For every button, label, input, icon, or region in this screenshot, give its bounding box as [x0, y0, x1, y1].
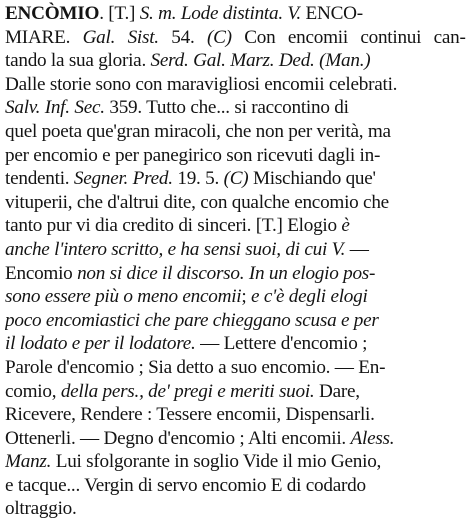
entry-line [5, 238, 466, 262]
entry-line [5, 73, 466, 97]
entry-line [5, 332, 466, 356]
text-run: S. m. Lode distinta. V. [139, 3, 301, 24]
entry-line [5, 380, 466, 404]
text-run: quel poeta que'gran miracoli, che non per verità, ma [5, 120, 391, 142]
entry-line [5, 26, 466, 50]
text-run: è [341, 215, 350, 237]
text-run: (C) [206, 26, 232, 48]
text-run: non si dice il discorso. In un elogio pos- [77, 262, 376, 284]
text-run: e c'è degli elogi [251, 286, 368, 308]
text-run: tanto pur vi dia credito di sinceri. [T.] Elogio [5, 215, 342, 237]
text-run: anche l'intero scritto, e ha sensi suoi, di cui V. [5, 238, 346, 260]
entry-line [5, 427, 466, 451]
entry-line [5, 49, 466, 73]
text-run: Encomio [5, 262, 78, 284]
text-run: per encomio e per panegirico son ricevuti dagli in- [5, 144, 381, 166]
text-run: Manz. [5, 451, 52, 473]
text-run: — [345, 238, 369, 260]
entry-line [5, 497, 466, 521]
text-run: (C) [223, 168, 249, 190]
text-run: ; [241, 286, 252, 308]
text-run: Mischiando que' [248, 168, 376, 190]
entry-line [5, 450, 466, 474]
entry-line [5, 2, 466, 26]
text-run: Ottenerli. — Degno d'encomio ; Alti encomii. [5, 427, 351, 449]
text-run: Segner. Pred. [73, 168, 173, 190]
text-run: Dare, [314, 380, 360, 402]
text-run: ENCÒMIO [5, 3, 100, 24]
entry-line [5, 144, 466, 168]
entry-text-encomio [5, 2, 466, 521]
text-run: ENCO- [300, 3, 363, 24]
text-run: Aless. [350, 427, 395, 449]
text-run: Lui sfolgorante in soglio Vide il mio Genio, [51, 451, 382, 473]
entry-line [5, 356, 466, 380]
entry-line [5, 285, 466, 309]
text-run: Parole d'encomio ; Sia detto a suo encomio. — En- [5, 356, 386, 378]
text-run: Salv. Inf. Sec. [5, 97, 105, 119]
text-run: oltraggio. [5, 498, 77, 520]
text-run: Con encomii continui can- [231, 26, 466, 48]
text-run: . [65, 26, 83, 48]
entry-line [5, 403, 466, 427]
entry-line [5, 191, 466, 215]
text-run: e tacque... Vergin di servo encomio E di codardo [5, 474, 366, 496]
text-run: il lodato e per il lodatore. [5, 333, 196, 355]
text-run: . [T.] [99, 3, 140, 24]
entry-line [5, 262, 466, 286]
text-run: comio, [5, 380, 61, 402]
text-run: 54. [158, 26, 207, 48]
entry-line [5, 120, 466, 144]
text-run: della pers., de' pregi e meriti suoi. [60, 380, 315, 402]
entry-line [5, 96, 466, 120]
text-run: vituperii, che d'altrui dite, con qualche encomio che [5, 191, 389, 213]
text-run: 19. 5. [172, 168, 224, 190]
text-run: Dalle storie sono con maravigliosi encomii celebrati. [5, 73, 398, 95]
text-run: 359. Tutto che... si raccontino di [104, 97, 349, 119]
text-run: sono essere più o meno encomii [5, 286, 242, 308]
entry-line [5, 309, 466, 333]
text-run: Gal. Sist. [82, 26, 159, 48]
text-run: tando la sua gloria. [5, 50, 151, 72]
entry-line [5, 474, 466, 498]
entry-line [5, 167, 466, 191]
text-run: tendenti. [5, 168, 74, 190]
entry-line [5, 214, 466, 238]
text-run: Serd. Gal. Marz. Ded. (Man.) [150, 50, 371, 72]
text-run: MIARE [5, 26, 66, 48]
text-run: Ricevere, Rendere : Tessere encomii, Dispensarli. [5, 404, 375, 426]
text-run: — Lettere d'encomio ; [195, 333, 368, 355]
text-run: poco encomiastici che pare chieggano scusa e per [5, 309, 379, 331]
